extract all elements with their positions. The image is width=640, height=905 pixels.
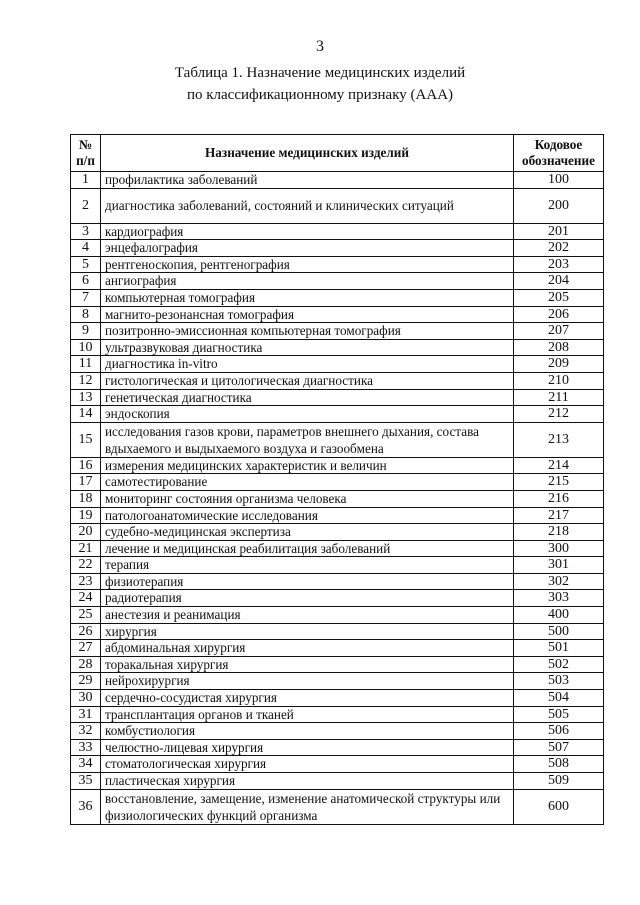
row-purpose-cell: позитронно-эмиссионная компьютерная томография [101,323,514,340]
table-row [71,490,604,507]
table-row [71,706,604,723]
table-row [71,240,604,257]
row-code-cell: 218 [514,524,604,541]
row-purpose-cell: исследования газов крови, параметров внешнего дыхания, состава вдыхаемого и выдыхаемого воздуха и газообмена [101,422,514,457]
row-number-cell: 9 [71,323,101,340]
row-code-cell: 600 [514,789,604,824]
page-number: 3 [316,38,324,55]
header-number: № п/п [71,135,101,172]
table-row [71,690,604,707]
row-number-cell: 16 [71,457,101,474]
table-body [71,172,604,825]
row-purpose-cell: комбустиология [101,723,514,740]
row-code-cell: 203 [514,256,604,273]
row-number-cell: 30 [71,690,101,707]
row-code-cell: 502 [514,656,604,673]
table-row [71,773,604,790]
row-purpose-cell: диагностика in-vitro [101,356,514,373]
row-purpose-cell: восстановление, замещение, изменение анатомической структуры или физиологических функций организма [101,789,514,824]
row-number-cell: 18 [71,490,101,507]
row-code-cell: 211 [514,389,604,406]
row-purpose-cell: хирургия [101,623,514,640]
table-row [71,524,604,541]
row-code-cell: 506 [514,723,604,740]
table-row [71,607,604,624]
row-number-cell: 10 [71,339,101,356]
row-number-cell: 2 [71,188,101,223]
row-code-cell: 204 [514,273,604,290]
row-code-cell: 505 [514,706,604,723]
row-code-cell: 302 [514,573,604,590]
row-purpose-cell: магнито-резонансная томография [101,306,514,323]
table-row [71,406,604,423]
row-purpose-cell: компьютерная томография [101,289,514,306]
row-code-cell: 205 [514,289,604,306]
row-purpose-cell: самотестирование [101,474,514,491]
table-row [71,356,604,373]
table-row [71,339,604,356]
row-purpose-cell: рентгеноскопия, рентгенография [101,256,514,273]
row-number-cell: 33 [71,739,101,756]
row-purpose-cell: челюстно-лицевая хирургия [101,739,514,756]
table-row [71,656,604,673]
row-code-cell: 201 [514,223,604,240]
row-number-cell: 34 [71,756,101,773]
row-code-cell: 213 [514,422,604,457]
row-number-cell: 31 [71,706,101,723]
row-code-cell: 500 [514,623,604,640]
row-purpose-cell: гистологическая и цитологическая диагностика [101,372,514,389]
table-row [71,590,604,607]
row-purpose-cell: нейрохирургия [101,673,514,690]
table-row [71,306,604,323]
table-header-row [71,135,604,172]
row-code-cell: 100 [514,172,604,189]
row-code-cell: 400 [514,607,604,624]
row-code-cell: 507 [514,739,604,756]
medical-devices-table [70,134,604,825]
row-code-cell: 209 [514,356,604,373]
table-row [71,640,604,657]
table-row [71,188,604,223]
table-row [71,573,604,590]
table-row [71,673,604,690]
row-code-cell: 501 [514,640,604,657]
row-purpose-cell: патологоанатомические исследования [101,507,514,524]
row-purpose-cell: измерения медицинских характеристик и величин [101,457,514,474]
header-code: Кодовое обозначение [514,135,604,172]
row-number-cell: 7 [71,289,101,306]
row-number-cell: 4 [71,240,101,257]
table-row [71,474,604,491]
row-number-cell: 29 [71,673,101,690]
row-purpose-cell: эндоскопия [101,406,514,423]
row-number-cell: 20 [71,524,101,541]
row-number-cell: 23 [71,573,101,590]
table-row [71,507,604,524]
row-purpose-cell: кардиография [101,223,514,240]
row-code-cell: 202 [514,240,604,257]
row-purpose-cell: абдоминальная хирургия [101,640,514,657]
table-row [71,172,604,189]
table-row [71,557,604,574]
row-code-cell: 508 [514,756,604,773]
row-code-cell: 300 [514,540,604,557]
row-purpose-cell: генетическая диагностика [101,389,514,406]
row-purpose-cell: профилактика заболеваний [101,172,514,189]
row-code-cell: 212 [514,406,604,423]
table-row [71,623,604,640]
table-row [71,723,604,740]
row-purpose-cell: терапия [101,557,514,574]
row-number-cell: 25 [71,607,101,624]
row-code-cell: 504 [514,690,604,707]
row-purpose-cell: трансплантация органов и тканей [101,706,514,723]
row-code-cell: 208 [514,339,604,356]
row-number-cell: 24 [71,590,101,607]
caption-line-1: Таблица 1. Назначение медицинских изделий [174,65,466,81]
row-purpose-cell: ангиография [101,273,514,290]
table-row [71,256,604,273]
row-number-cell: 36 [71,789,101,824]
row-purpose-cell: диагностика заболеваний, состояний и клинических ситуаций [101,188,514,223]
table-row [71,389,604,406]
row-purpose-cell: лечение и медицинская реабилитация заболеваний [101,540,514,557]
row-number-cell: 22 [71,557,101,574]
row-number-cell: 14 [71,406,101,423]
row-purpose-cell: физиотерапия [101,573,514,590]
row-purpose-cell: торакальная хирургия [101,656,514,673]
table-row [71,739,604,756]
row-number-cell: 8 [71,306,101,323]
table-row [71,323,604,340]
row-number-cell: 1 [71,172,101,189]
row-number-cell: 19 [71,507,101,524]
row-number-cell: 21 [71,540,101,557]
row-number-cell: 11 [71,356,101,373]
row-code-cell: 206 [514,306,604,323]
row-code-cell: 216 [514,490,604,507]
row-code-cell: 207 [514,323,604,340]
row-number-cell: 26 [71,623,101,640]
row-code-cell: 503 [514,673,604,690]
row-purpose-cell: судебно-медицинская экспертиза [101,524,514,541]
table-row [71,289,604,306]
row-purpose-cell: энцефалография [101,240,514,257]
row-number-cell: 6 [71,273,101,290]
table-row [71,756,604,773]
row-code-cell: 217 [514,507,604,524]
table-row [71,540,604,557]
table-row [71,273,604,290]
row-number-cell: 35 [71,773,101,790]
row-code-cell: 210 [514,372,604,389]
row-number-cell: 17 [71,474,101,491]
row-code-cell: 303 [514,590,604,607]
row-code-cell: 200 [514,188,604,223]
row-purpose-cell: сердечно-сосудистая хирургия [101,690,514,707]
row-code-cell: 509 [514,773,604,790]
row-purpose-cell: стоматологическая хирургия [101,756,514,773]
row-number-cell: 15 [71,422,101,457]
row-purpose-cell: ультразвуковая диагностика [101,339,514,356]
row-code-cell: 301 [514,557,604,574]
table-row [71,223,604,240]
row-number-cell: 3 [71,223,101,240]
table-caption [0,62,640,106]
row-purpose-cell: анестезия и реанимация [101,607,514,624]
row-purpose-cell: пластическая хирургия [101,773,514,790]
row-number-cell: 13 [71,389,101,406]
row-purpose-cell: мониторинг состояния организма человека [101,490,514,507]
caption-line-2: по классификационному признаку (ААА) [186,87,454,103]
table-row [71,372,604,389]
row-code-cell: 214 [514,457,604,474]
header-purpose: Назначение медицинских изделий [101,135,514,172]
row-number-cell: 32 [71,723,101,740]
row-number-cell: 27 [71,640,101,657]
row-purpose-cell: радиотерапия [101,590,514,607]
row-number-cell: 12 [71,372,101,389]
row-number-cell: 5 [71,256,101,273]
row-code-cell: 215 [514,474,604,491]
table-row [71,457,604,474]
table-row [71,422,604,457]
table-row [71,789,604,824]
row-number-cell: 28 [71,656,101,673]
